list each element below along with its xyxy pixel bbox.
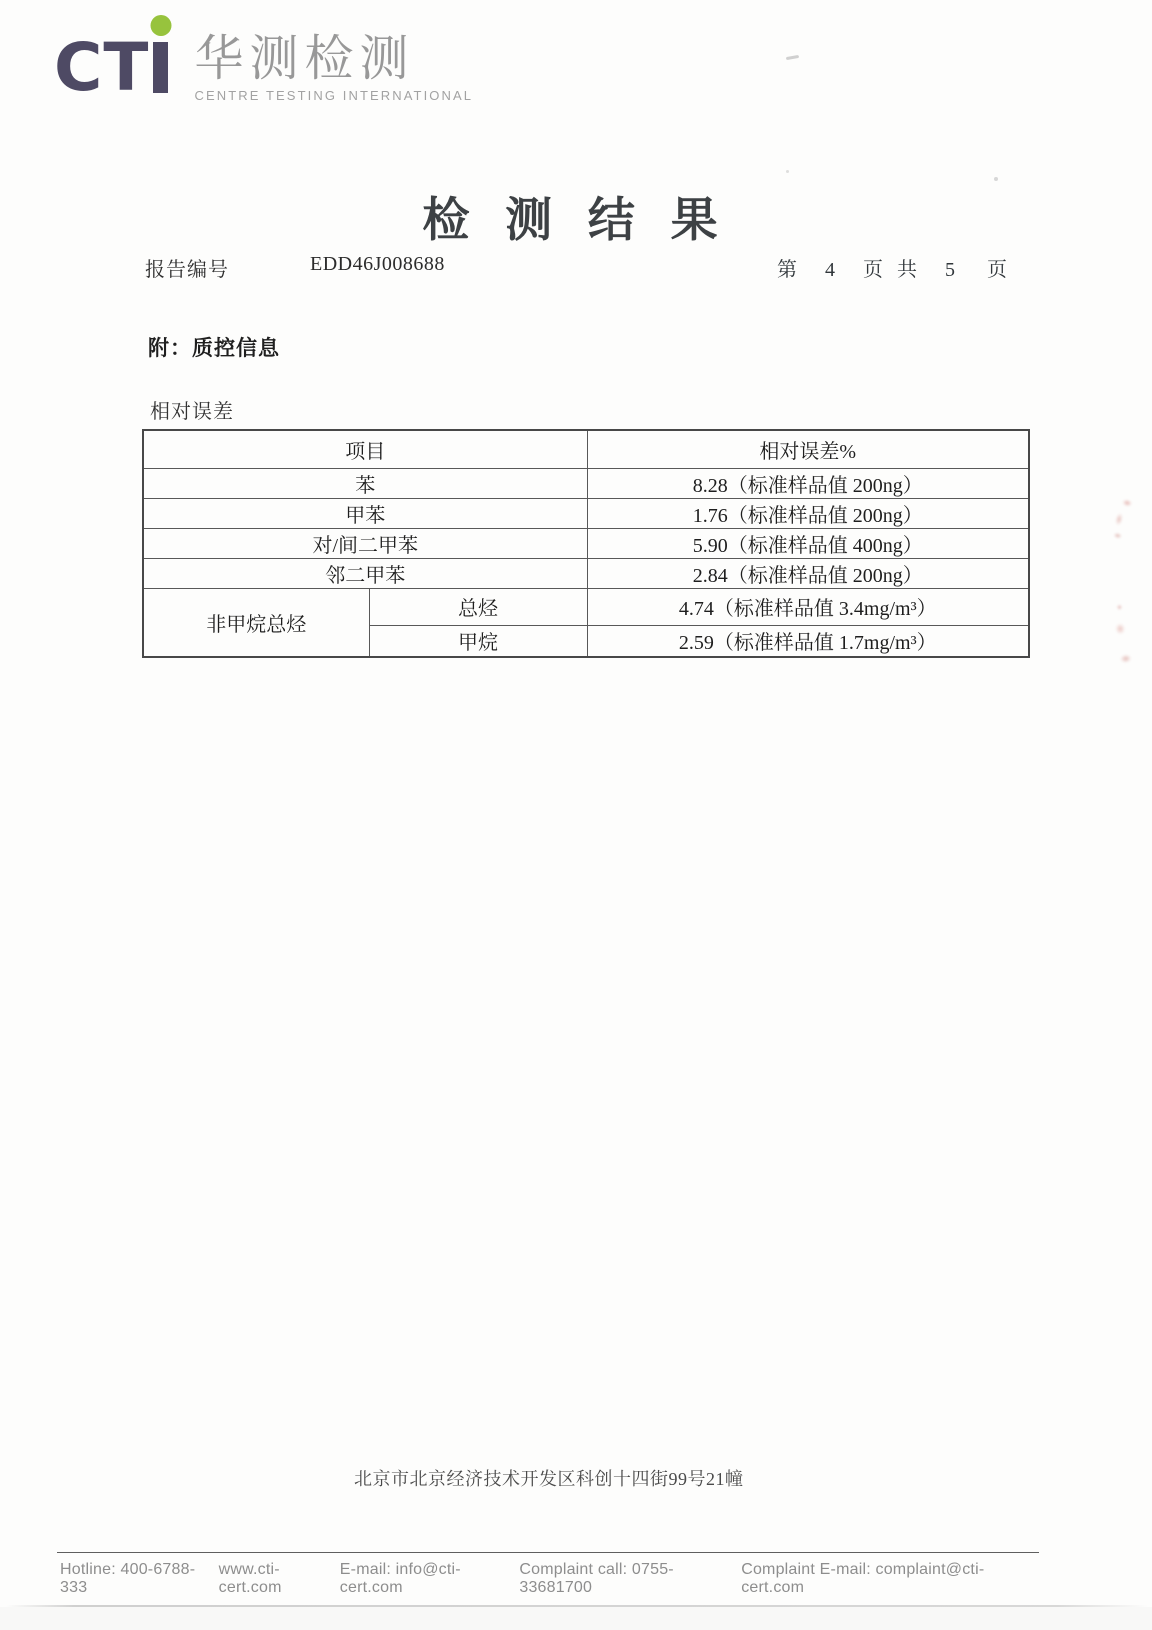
column-header-item: 项目 [143,430,587,468]
item-cell: 邻二甲苯 [143,558,587,588]
column-header-value: 相对误差% [587,430,1029,468]
table-row [143,558,1029,588]
table-row [143,468,1029,498]
value-cell: 1.76（标准样品值 200ng） [587,498,1029,528]
logo-green-dot-icon [150,15,171,36]
footer-hotline: Hotline: 400-6788-333 [60,1561,196,1596]
footer-complaint-email: Complaint E-mail: complaint@cti-cert.com [741,1561,985,1596]
value-cell: 2.59（标准样品值 1.7mg/m³） [587,625,1029,657]
logo-wordmark [194,20,473,103]
attachment-heading: 附：质控信息 [148,336,280,360]
table-row [143,528,1029,558]
report-meta-line [145,253,1007,283]
scan-speck [994,177,998,181]
item-cell: 对/间二甲苯 [143,528,587,558]
relative-error-heading: 相对误差 [150,401,234,423]
value-cell: 2.84（标准样品值 200ng） [587,558,1029,588]
page-indicator-part: 第 [777,259,797,281]
cti-logo-mark [54,20,168,106]
item-cell: 苯 [143,468,587,498]
cti-logo-i [153,42,168,93]
page-indicator-part: 共 [897,259,917,281]
relative-error-table [142,429,1030,658]
value-cell: 4.74（标准样品值 3.4mg/m³） [587,588,1029,625]
page-indicator [777,253,1007,282]
company-address: 北京市北京经济技术开发区科创十四街99号21幢 [354,1469,744,1489]
logo-i-stem [153,42,168,93]
logo-english-name: CENTRE TESTING INTERNATIONAL [194,88,474,104]
page-indicator-part: 页 [863,259,883,281]
cti-logo [54,20,474,106]
subitem-cell: 甲烷 [369,625,587,657]
page-indicator-part: 页 [987,259,1007,281]
page-number-current: 4 [825,259,835,281]
footer-divider [57,1552,1039,1553]
value-cell: 5.90（标准样品值 400ng） [587,528,1029,558]
red-ink-smudge [1102,599,1139,674]
table-header-row [143,430,1029,468]
footer-website: www.cti-cert.com [218,1561,282,1596]
report-number-label: 报告编号 [145,259,229,281]
subitem-cell: 总烃 [369,588,587,625]
logo-chinese-name: 华测检测 [194,32,415,86]
footer-contact-bar [60,1561,1040,1597]
item-cell-merged: 非甲烷总烃 [143,588,369,657]
scan-speck [786,170,789,173]
scan-edge-strip [0,1607,1152,1630]
scan-speck [786,55,799,60]
footer-email: E-mail: info@cti-cert.com [339,1561,461,1596]
red-ink-smudge [1102,488,1140,547]
report-number-value: EDD46J008688 [310,253,445,275]
page-title: 检 测 结 果 [422,195,730,247]
table-row [143,498,1029,528]
value-cell: 8.28（标准样品值 200ng） [587,468,1029,498]
table-row-merged [143,588,1029,625]
item-cell: 甲苯 [143,498,587,528]
page-number-total: 5 [945,259,955,281]
footer-complaint-call: Complaint call: 0755-33681700 [519,1561,674,1596]
cti-logo-letters: CT [54,29,150,106]
